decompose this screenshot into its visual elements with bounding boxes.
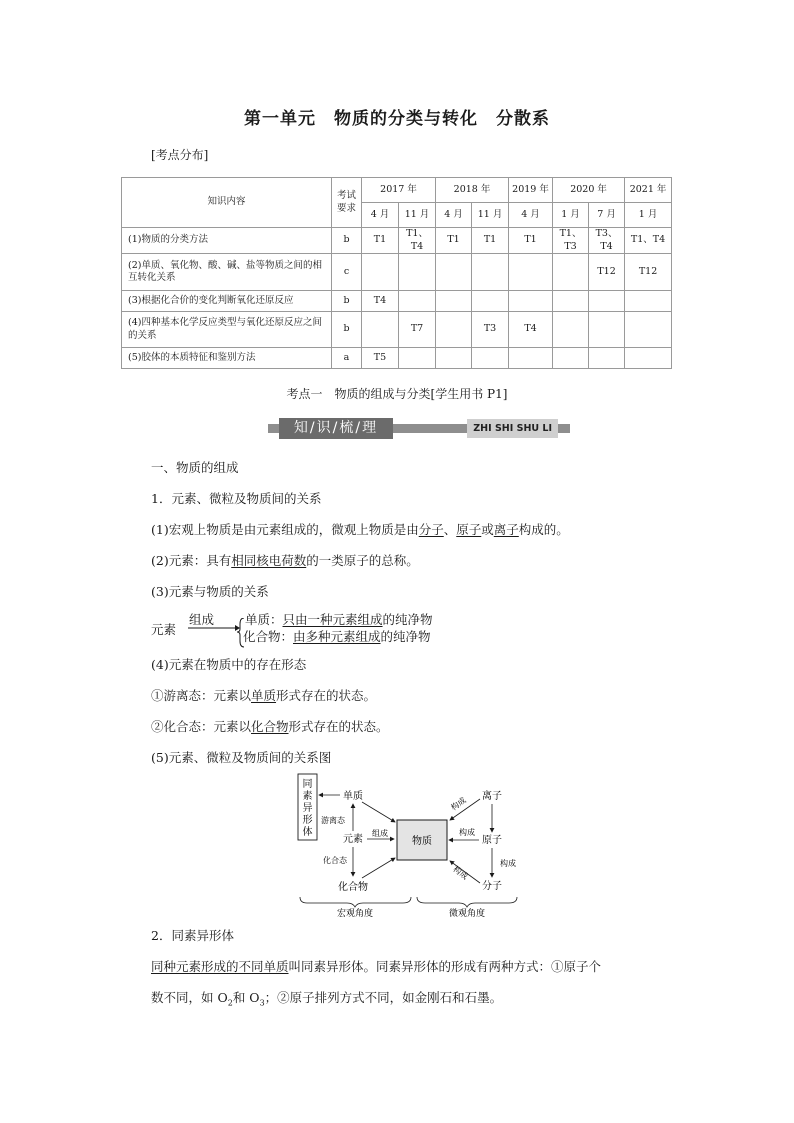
paragraph-9: 数不同，如 $O_2$和 $O_3$；②原子排列方式不同，如金刚石和石墨。: [151, 990, 503, 1008]
paragraph-6: ②化合态：元素以化合物形式存在的状态。: [151, 719, 389, 734]
label-combined: 化合态: [323, 856, 347, 865]
row-cell: [436, 348, 472, 369]
table-row: [122, 254, 672, 291]
allotrope-char: 体: [302, 827, 313, 838]
label-constitute-2: 构成: [459, 828, 475, 837]
month-cell: 11 月: [399, 203, 436, 228]
label-free: 游离态: [321, 816, 345, 825]
allotrope-char: 素: [302, 791, 313, 802]
year-2021: 2021 年: [625, 178, 672, 203]
heading-composition: 一、物质的组成: [151, 460, 239, 475]
row-cell: [589, 348, 625, 369]
header-requirement: 考试要求: [332, 178, 362, 228]
label-constitute-1: 构成: [449, 795, 468, 813]
row-req: b: [332, 228, 362, 254]
row-cell: T1: [362, 228, 399, 254]
row-cell: T12: [625, 254, 672, 291]
row-item: (1)物质的分类方法: [122, 228, 332, 254]
row-cell: T1、T4: [399, 228, 436, 254]
year-2017: 2017 年: [362, 178, 436, 203]
row-cell: [625, 348, 672, 369]
row-cell: T1、T3: [553, 228, 589, 254]
paragraph-5: ①游离态：元素以单质形式存在的状态。: [151, 688, 377, 703]
row-cell: [436, 312, 472, 348]
month-cell: 4 月: [362, 203, 399, 228]
row-item: (4)四种基本化学反应类型与氧化还原反应之间的关系: [122, 312, 332, 348]
month-cell: 1 月: [553, 203, 589, 228]
row-req: b: [332, 312, 362, 348]
paragraph-8: 同种元素形成的不同单质叫同素异形体。同素异形体的形成有两种方式：①原子个: [151, 959, 602, 974]
row-cell: T4: [362, 291, 399, 312]
year-2020: 2020 年: [553, 178, 625, 203]
row-cell: [589, 312, 625, 348]
table-row: [122, 291, 672, 312]
row-cell: [509, 254, 553, 291]
row-cell: [436, 254, 472, 291]
exam-distribution-table: [121, 177, 672, 369]
row-cell: [399, 291, 436, 312]
node-molecule: 分子: [482, 881, 502, 892]
row-cell: [399, 348, 436, 369]
row-cell: [625, 291, 672, 312]
row-cell: T1: [509, 228, 553, 254]
month-cell: 4 月: [509, 203, 553, 228]
row-cell: T1、T4: [625, 228, 672, 254]
label-micro: 微观角度: [448, 909, 486, 918]
label-macro: 宏观角度: [336, 909, 374, 918]
row-cell: [472, 254, 509, 291]
row-cell: [553, 291, 589, 312]
row-cell: T7: [399, 312, 436, 348]
row-cell: [625, 312, 672, 348]
banner-label: 知/识/梳/理: [279, 418, 393, 439]
row-cell: T3: [472, 312, 509, 348]
row-cell: [436, 291, 472, 312]
row-cell: T5: [362, 348, 399, 369]
paragraph-1: (1)宏观上物质是由元素组成的，微观上物质是由分子、原子或离子构成的。: [151, 522, 569, 537]
node-matter: 物质: [412, 836, 432, 847]
row-cell: [553, 312, 589, 348]
row-cell: T12: [589, 254, 625, 291]
table-row: [122, 348, 672, 369]
allotrope-char: 异: [302, 803, 313, 814]
table-row: [122, 228, 672, 254]
section-heading: 考点一 物质的组成与分类[学生用书 P1]: [286, 387, 508, 401]
node-compound: 化合物: [338, 882, 368, 893]
banner-pinyin: ZHI SHI SHU LI: [467, 419, 558, 438]
table-row: [122, 312, 672, 348]
heading-allotrope: 2．同素异形体: [151, 928, 234, 943]
rel-element: 元素: [151, 622, 177, 637]
row-cell: [472, 348, 509, 369]
row-cell: [472, 291, 509, 312]
distribution-label: [考点分布]: [151, 148, 209, 162]
year-2018: 2018 年: [436, 178, 509, 203]
page-title: 第一单元 物质的分类与转化 分散系: [244, 109, 550, 129]
row-cell: [399, 254, 436, 291]
heading-relation: 1．元素、微粒及物质间的关系: [151, 491, 322, 506]
label-constitute-4: 构成: [500, 859, 516, 868]
row-cell: T1: [436, 228, 472, 254]
rel-compound-line: 化合物：由多种元素组成的纯净物: [243, 629, 431, 644]
rel-arrow-bracket: [185, 618, 245, 648]
allotrope-char: 形: [302, 815, 313, 826]
node-simple: 单质: [343, 791, 363, 802]
row-req: b: [332, 291, 362, 312]
node-element: 元素: [343, 834, 363, 845]
row-item: (3)根据化合价的变化判断氧化还原反应: [122, 291, 332, 312]
paragraph-2: (2)元素：具有相同核电荷数的一类原子的总称。: [151, 553, 419, 568]
label-compose: 组成: [372, 829, 388, 838]
rel-compose-label: 组成: [189, 612, 215, 627]
month-cell: 4 月: [436, 203, 472, 228]
month-cell: 11 月: [472, 203, 509, 228]
paragraph-3: (3)元素与物质的关系: [151, 584, 269, 599]
node-ion: 离子: [482, 791, 502, 802]
row-item: (2)单质、氧化物、酸、碱、盐等物质之间的相互转化关系: [122, 254, 332, 291]
paragraph-7: (5)元素、微粒及物质间的关系图: [151, 750, 332, 765]
row-cell: T3、T4: [589, 228, 625, 254]
row-cell: T1: [472, 228, 509, 254]
rel-simple-line: 单质：只由一种元素组成的纯净物: [245, 612, 433, 627]
knowledge-banner: [268, 418, 570, 439]
row-item: (5)胶体的本质特征和鉴别方法: [122, 348, 332, 369]
row-cell: [509, 291, 553, 312]
row-cell: T4: [509, 312, 553, 348]
label-constitute-3: 构成: [451, 864, 470, 882]
node-atom: 原子: [482, 835, 502, 846]
header-content: 知识内容: [122, 178, 332, 228]
allotrope-char: 同: [302, 779, 313, 790]
row-req: a: [332, 348, 362, 369]
row-cell: [553, 254, 589, 291]
year-2019: 2019 年: [509, 178, 553, 203]
row-cell: [362, 312, 399, 348]
month-cell: 1 月: [625, 203, 672, 228]
row-req: c: [332, 254, 362, 291]
paragraph-4: (4)元素在物质中的存在形态: [151, 657, 307, 672]
row-cell: [553, 348, 589, 369]
month-cell: 7 月: [589, 203, 625, 228]
row-cell: [509, 348, 553, 369]
element-particle-matter-diagram: [295, 773, 521, 918]
row-cell: [589, 291, 625, 312]
row-cell: [362, 254, 399, 291]
